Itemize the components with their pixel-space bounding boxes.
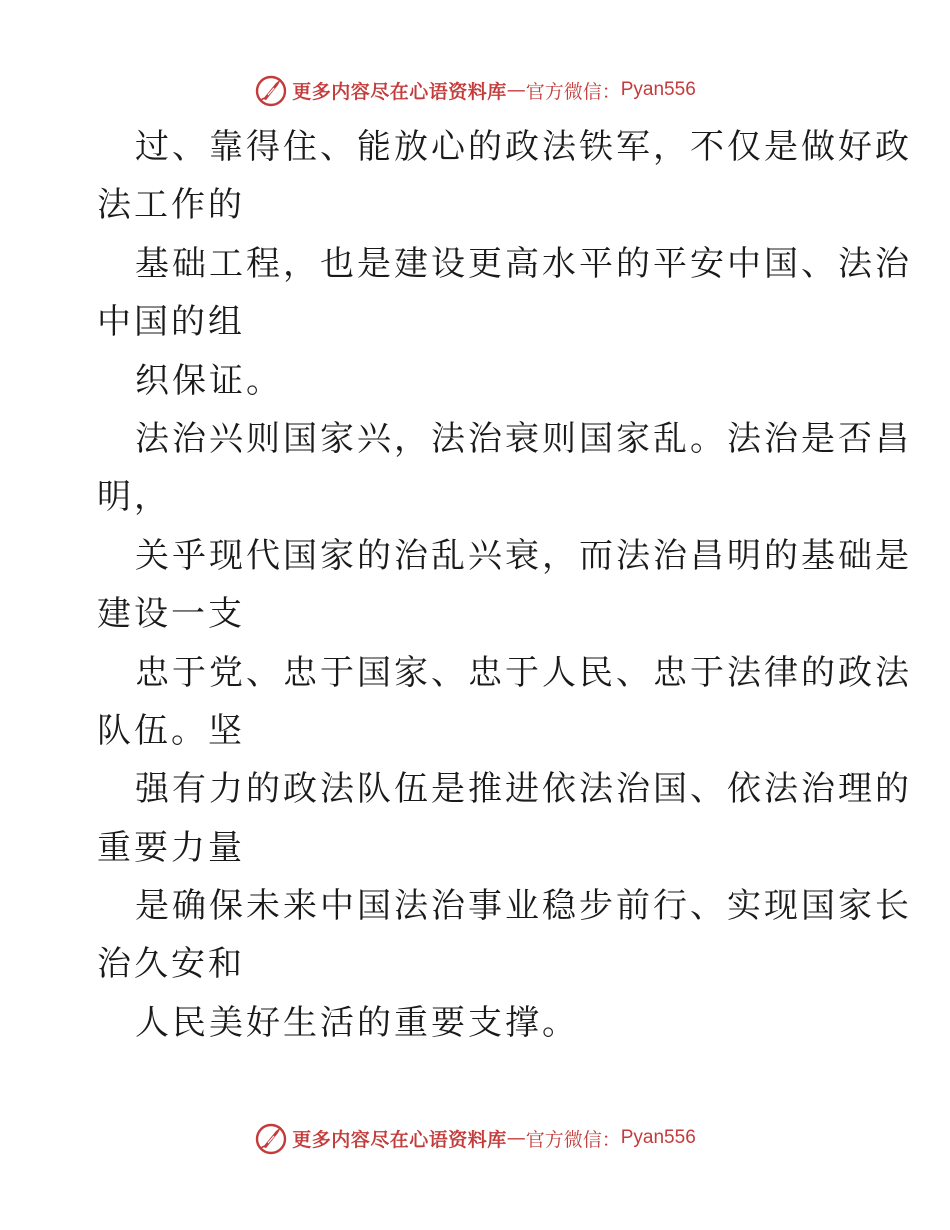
text-line: 忠于党、忠于国家、忠于人民、忠于法律的政法 xyxy=(135,652,912,693)
text-line: 法治兴则国家兴，法治衰则国家乱。法治是否昌 xyxy=(135,418,912,459)
watermark-separator: — xyxy=(506,79,526,101)
watermark-library-name: 更多内容尽在心语资料库 xyxy=(292,1128,507,1151)
text-line: 人民美好生活的重要支撑。 xyxy=(135,1002,579,1043)
text-line: 关乎现代国家的治乱兴衰，而法治昌明的基础是 xyxy=(135,535,912,576)
watermark-separator: — xyxy=(506,1127,526,1149)
text-line: 法工作的 xyxy=(97,185,245,226)
watermark-wechat-id: Pyan556 xyxy=(620,1127,696,1148)
watermark-wechat-id: Pyan556 xyxy=(620,79,696,100)
document-body xyxy=(97,118,912,1052)
text-line: 队伍。坚 xyxy=(97,710,245,751)
text-line: 过、靠得住、能放心的政法铁军，不仅是做好政 xyxy=(135,127,912,167)
text-line: 明， xyxy=(97,477,171,518)
watermark-library-name: 更多内容尽在心语资料库 xyxy=(292,80,507,103)
text-line: 是确保未来中国法治事业稳步前行、实现国家长 xyxy=(135,886,912,927)
text-line: 强有力的政法队伍是推进依法治国、依法治理的 xyxy=(135,769,912,810)
quill-logo-icon xyxy=(254,73,288,107)
text-line: 基础工程，也是建设更高水平的平安中国、法治 xyxy=(135,243,912,284)
text-line: 中国的组 xyxy=(97,302,245,343)
text-line: 织保证。 xyxy=(135,360,283,401)
watermark-wechat-label: 官方微信： xyxy=(525,1128,621,1151)
text-line: 重要力量 xyxy=(97,827,245,868)
watermark-wechat-label: 官方微信： xyxy=(525,80,621,103)
text-line: 治久安和 xyxy=(97,944,245,985)
header-watermark xyxy=(0,70,950,110)
quill-logo-icon xyxy=(254,1121,288,1155)
text-line: 建设一支 xyxy=(97,594,245,635)
footer-watermark xyxy=(0,1118,950,1158)
